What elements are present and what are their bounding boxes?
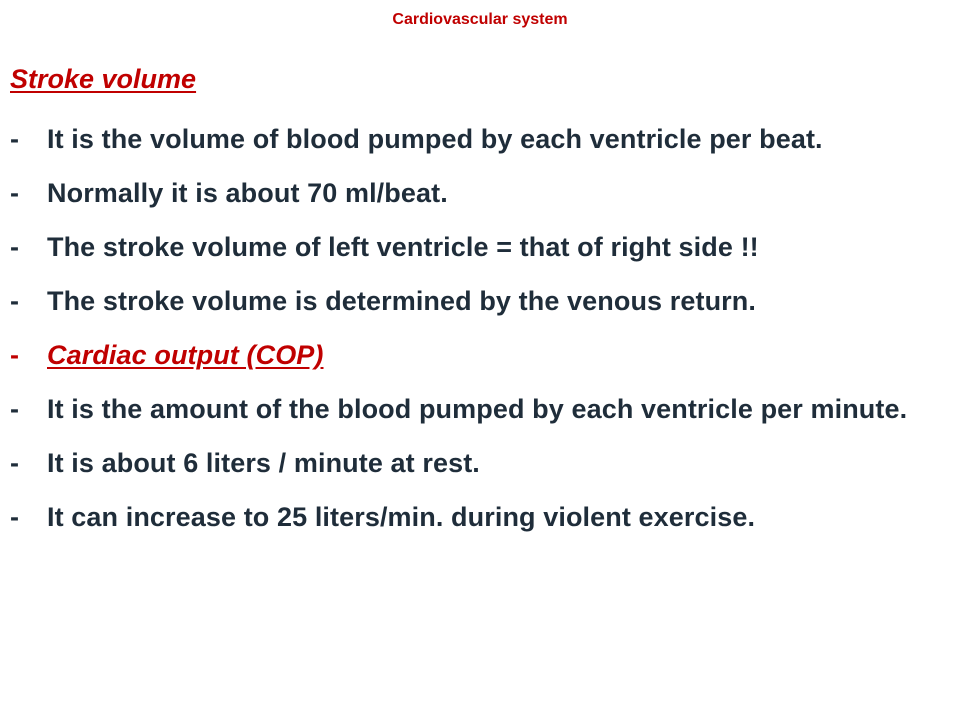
bullet-item [10, 120, 950, 159]
bullet-item-heading-cardiac-output [10, 336, 950, 375]
bullet-item [10, 174, 950, 213]
bullet-marker: - [10, 394, 20, 424]
slide-header: Cardiovascular system [392, 11, 568, 28]
bullet-text: It can increase to 25 liters/min. during violent exercise. [47, 502, 756, 532]
bullet-text: Normally it is about 70 ml/beat. [47, 178, 448, 208]
bullet-text: The stroke volume is determined by the venous return. [47, 286, 756, 316]
bullet-text: It is the volume of blood pumped by each ventricle per beat. [47, 124, 823, 154]
bullet-item [10, 282, 950, 321]
bullet-text: It is about 6 liters / minute at rest. [47, 448, 480, 478]
bullet-text: It is the amount of the blood pumped by each ventricle per minute. [47, 394, 908, 424]
bullet-marker: - [10, 124, 20, 154]
bullet-item [10, 228, 950, 267]
bullet-marker: - [10, 286, 20, 316]
bullet-marker: - [10, 178, 20, 208]
bullet-marker: - [10, 232, 20, 262]
bullet-item [10, 390, 950, 429]
bullet-list [10, 120, 950, 552]
bullet-marker: - [10, 448, 20, 478]
bullet-marker: - [10, 502, 20, 532]
bullet-item [10, 498, 950, 537]
section-title-stroke-volume: Stroke volume [10, 64, 197, 94]
bullet-marker: - [10, 340, 20, 370]
bullet-subheading: Cardiac output (COP) [47, 340, 324, 370]
bullet-text: The stroke volume of left ventricle = that of right side !! [47, 232, 759, 262]
bullet-item [10, 444, 950, 483]
